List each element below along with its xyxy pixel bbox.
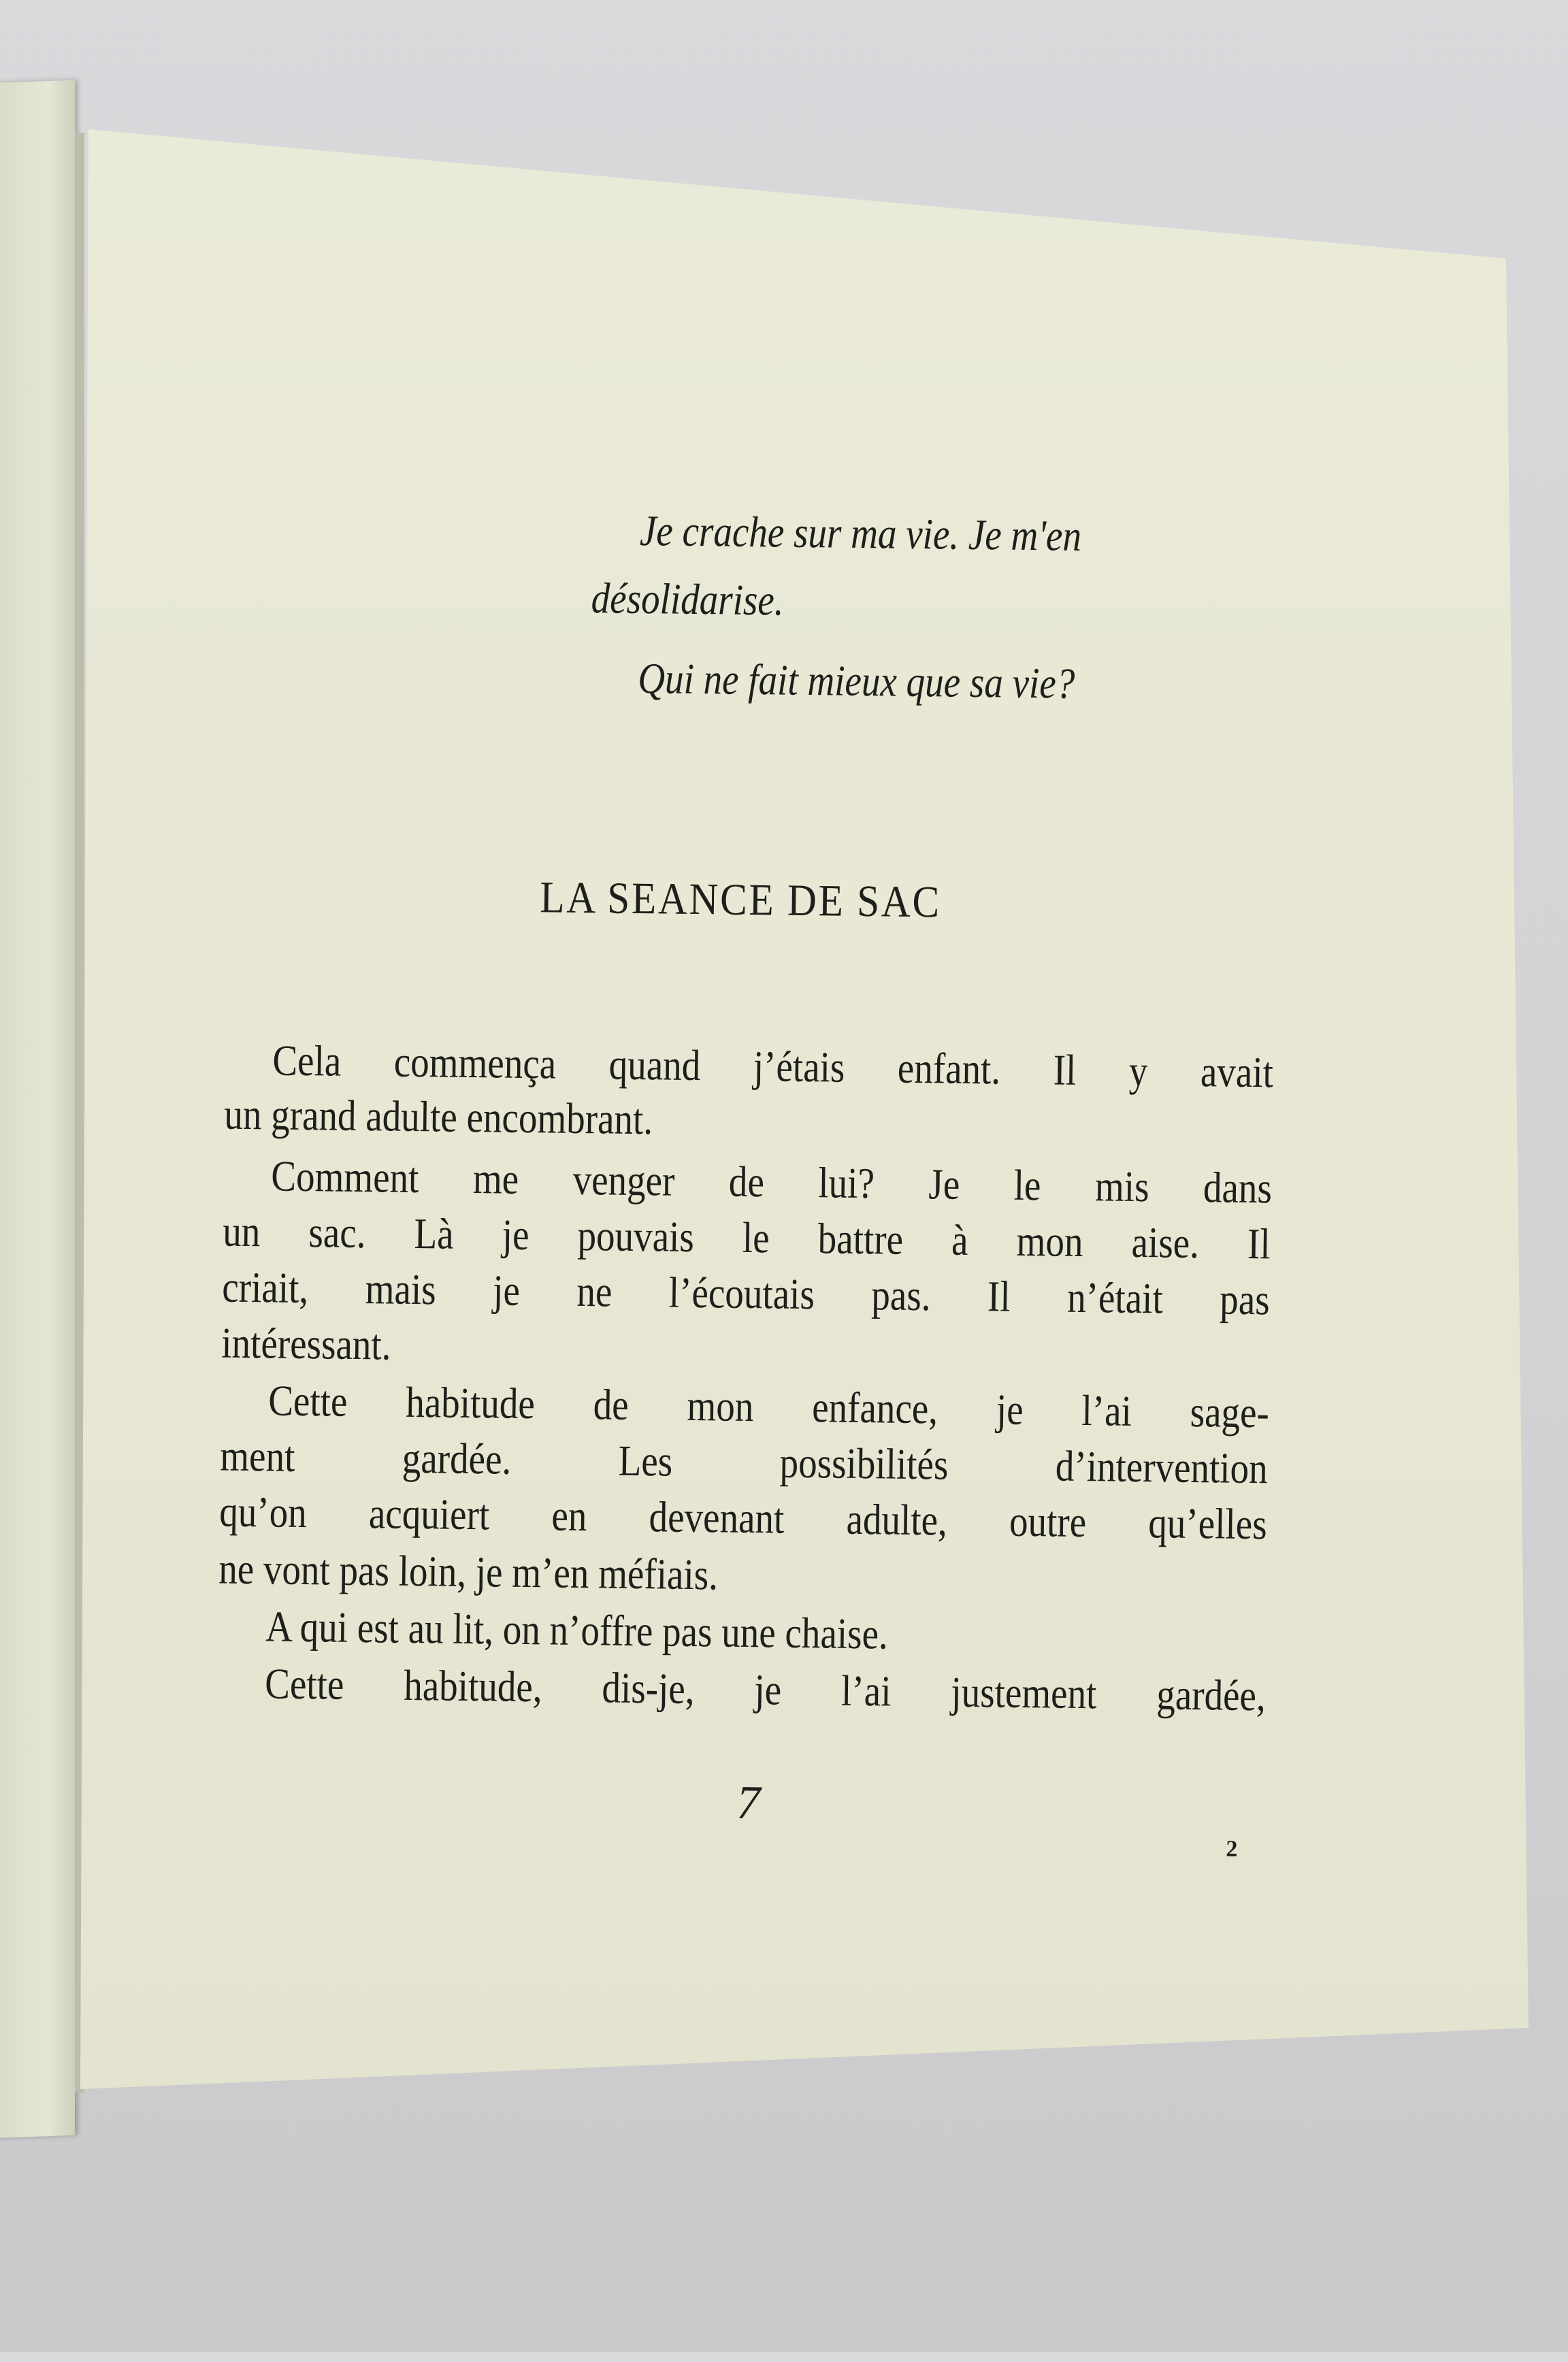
page-number: 7: [736, 1776, 761, 1830]
body-line: un sac. Là je pouvais le battre à mon aise. Il: [222, 1207, 1271, 1268]
signature-mark: 2: [1226, 1836, 1238, 1862]
epigraph-line-1: Je crache sur ma vie. Je m'en: [639, 506, 1082, 560]
body-line: ment gardée. Les possibilités d’intervention: [219, 1431, 1269, 1493]
body-line: Cette habitude de mon enfance, je l’ai sage-: [267, 1376, 1270, 1437]
body-line: ne vont pas loin, je m’en méfiais.: [218, 1544, 719, 1599]
epigraph-line-3: Qui ne fait mieux que sa vie?: [637, 653, 1075, 708]
body-line: Cela commença quand j’étais enfant. Il y avait: [272, 1036, 1274, 1097]
chapter-title: LA SEANCE DE SAC: [539, 872, 942, 928]
body-line: A qui est au lit, on n’offre pas une chaise.: [265, 1602, 889, 1658]
body-line: qu’on acquiert en devenant adulte, outre qu’elles: [218, 1487, 1268, 1549]
body-line: Cette habitude, dis-je, je l’ai justement gardée,: [264, 1659, 1267, 1720]
epigraph-line-2: désolidarise.: [591, 574, 785, 625]
body-line: Comment me venger de lui? Je le mis dans: [270, 1151, 1273, 1213]
body-line: un grand adulte encombrant.: [224, 1089, 653, 1144]
body-line: intéressant.: [220, 1318, 391, 1369]
body-line: criait, mais je ne l’écoutais pas. Il n’était pas: [221, 1262, 1271, 1324]
